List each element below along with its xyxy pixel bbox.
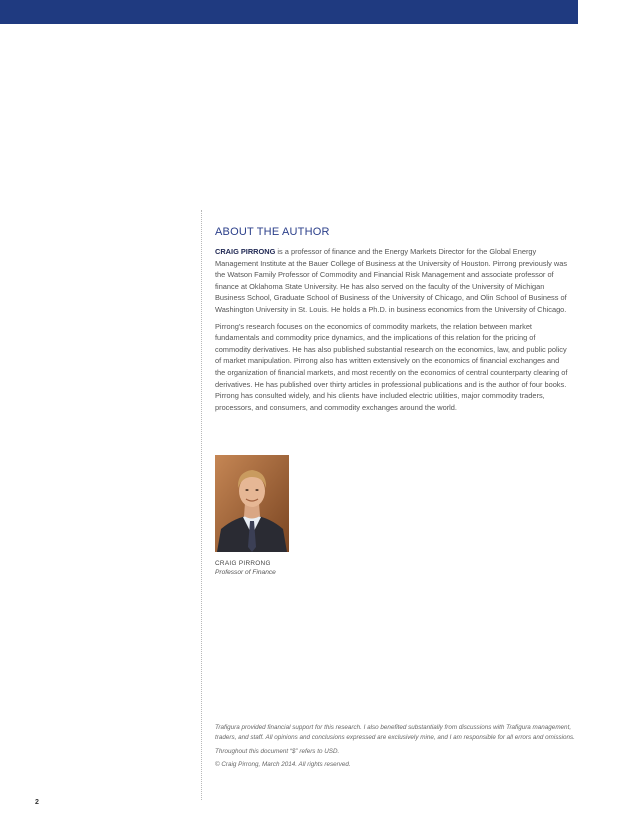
funding-note: Trafigura provided financial support for this research. I also benefited substantially from discussions with Trafigura management, traders, and staff. All opinions and conclusions expressed are exclusively mine, and I am responsible for all errors and omissions. xyxy=(215,724,575,741)
caption-title: Professor of Finance xyxy=(215,569,276,576)
bio-paragraph-2: Pirrong’s research focuses on the economics of commodity markets, the relation between market fundamentals and commodity price dynamics, and the implications of this relation for the pricing of commodity derivatives. He has also published substantial research on the economics, law, and public policy of market manipulation. Pirrong also has written extensively on the economics of financial exchanges and the organization of financial markets, and most recently on the economics of central counterparty clearing of derivatives. He has published over thirty articles in professional publications and is the author of four books. Pirrong has consulted widely, and his clients have included electric utilities, major commodity traders, processors, and consumers, and commodity exchanges around the world. xyxy=(215,321,568,412)
dotted-divider xyxy=(201,210,202,800)
page-number: 2 xyxy=(35,799,39,806)
header-bar xyxy=(0,0,578,24)
author-name: CRAIG PIRRONG xyxy=(215,247,276,256)
portrait-caption xyxy=(215,559,415,577)
bio-paragraph-1 xyxy=(215,246,570,316)
section-heading: ABOUT THE AUTHOR xyxy=(215,226,330,238)
caption-name: CRAIG PIRRONG xyxy=(215,560,271,567)
author-portrait xyxy=(215,455,289,552)
about-author-section xyxy=(215,226,570,418)
footnotes xyxy=(215,723,575,774)
currency-note: Throughout this document “$” refers to USD. xyxy=(215,747,340,755)
copyright-note: © Craig Pirrong, March 2014. All rights reserved. xyxy=(215,761,351,769)
bio-paragraph-1-text: is a professor of finance and the Energy Markets Director for the Global Energy Management Institute at the Bauer College of Business at the University of Houston. Pirrong previously was the Watson Family Professor of Commodity and Financial Risk Management and associate professor of finance at Oklahoma State University. He has also served on the faculty of the University of Michigan Business School, Graduate School of Business of the University of Chicago, and Olin School of Business of Washington University in St. Louis. He holds a Ph.D. in business economics from the University of Chicago. xyxy=(215,247,568,314)
